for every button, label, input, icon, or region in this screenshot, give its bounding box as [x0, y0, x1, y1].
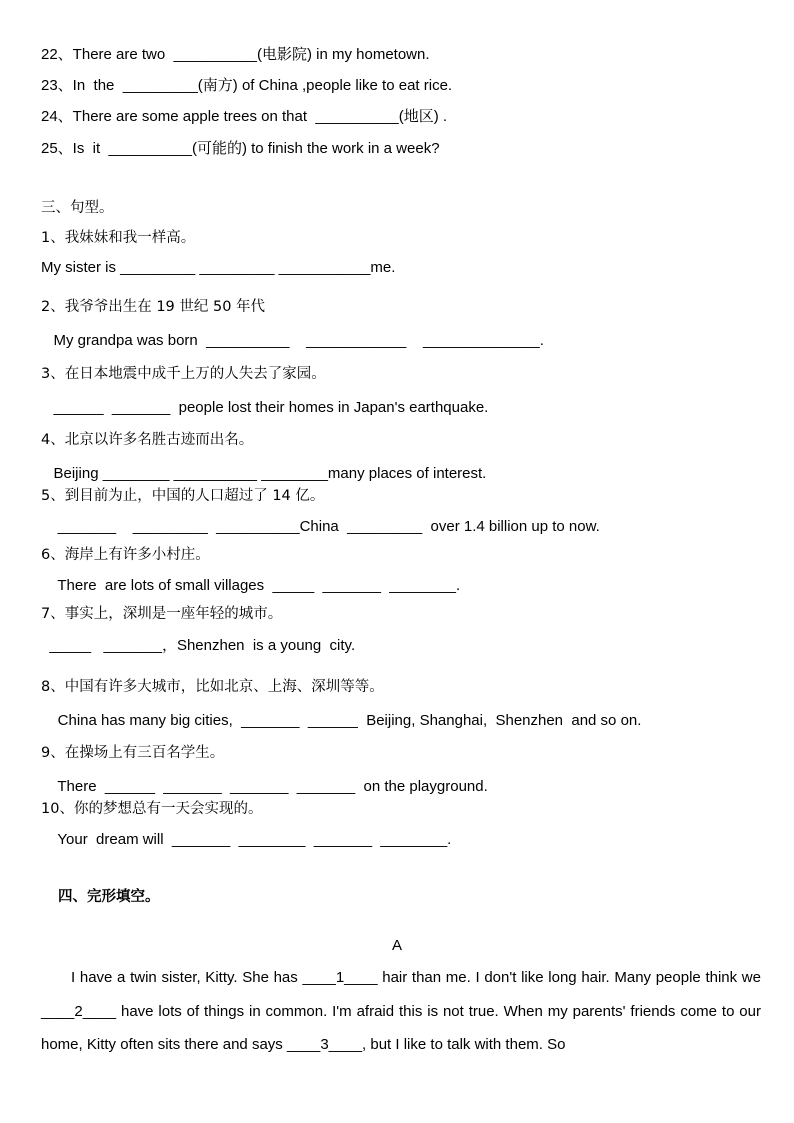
sentence-2-chinese: 2、我爷爷出生在 19 世纪 50 年代 [41, 299, 266, 315]
question-25: 25、Is it __________(可能的) to finish the work in a week? [41, 140, 440, 157]
sentence-7-chinese: 7、事实上，深圳是一座年轻的城市。 [41, 606, 283, 622]
sentence-5-english: _______ _________ __________China _________ over 1.4 billion up to now. [41, 518, 600, 535]
sentence-5-chinese: 5、到目前为止，中国的人口超过了 14 亿。 [41, 488, 325, 504]
sentence-3-english: ______ _______ people lost their homes in Japan's earthquake. [41, 399, 489, 416]
question-24: 24、There are some apple trees on that __________(地区) . [41, 108, 448, 125]
sentence-9-english: There ______ _______ _______ _______ on the playground. [41, 778, 488, 795]
cloze-passage [41, 961, 761, 1062]
section-4-title: 四、完形填空。 [58, 889, 160, 905]
sentence-1-chinese: 1、我妹妹和我一样高。 [41, 230, 196, 246]
sentence-7-english: _____ _______，Shenzhen is a young city. [41, 637, 356, 654]
sentence-4-english: Beijing ________ __________ ________many places of interest. [41, 465, 487, 482]
sentence-4-chinese: 4、北京以许多名胜古迹而出名。 [41, 432, 254, 448]
sentence-6-english: There are lots of small villages _____ _______ ________. [41, 577, 461, 594]
sentence-10-english: Your dream will _______ ________ _______ ________. [41, 831, 452, 848]
sentence-2-english: My grandpa was born __________ ____________ ______________. [41, 332, 544, 349]
cloze-passage-text: I have a twin sister, Kitty. She has ____1____ hair than me. I don't like long hair. Many people think we ____2____ have lots of things in common. I'm afraid this is not true. When my parents' friends come to our home, Kitty often sits there and says ____3____, but I like to talk with them. So [41, 969, 761, 1053]
question-23: 23、In the _________(南方) of China ,people like to eat rice. [41, 77, 453, 94]
sentence-1-english: My sister is _________ _________ ___________me. [41, 259, 396, 276]
sentence-9-chinese: 9、在操场上有三百名学生。 [41, 745, 225, 761]
passage-label: A [391, 937, 402, 954]
sentence-6-chinese: 6、海岸上有许多小村庄。 [41, 547, 210, 563]
question-22: 22、There are two __________(电影院) in my hometown. [41, 46, 430, 63]
sentence-10-chinese: 10、你的梦想总有一天会实现的。 [41, 801, 263, 817]
sentence-3-chinese: 3、在日本地震中成千上万的人失去了家园。 [41, 366, 326, 382]
sentence-8-english: China has many big cities, _______ ______ Beijing, Shanghai, Shenzhen and so on. [41, 712, 642, 729]
section-3-title: 三、句型。 [41, 200, 114, 216]
sentence-8-chinese: 8、中国有许多大城市，比如北京、上海、深圳等等。 [41, 679, 384, 695]
